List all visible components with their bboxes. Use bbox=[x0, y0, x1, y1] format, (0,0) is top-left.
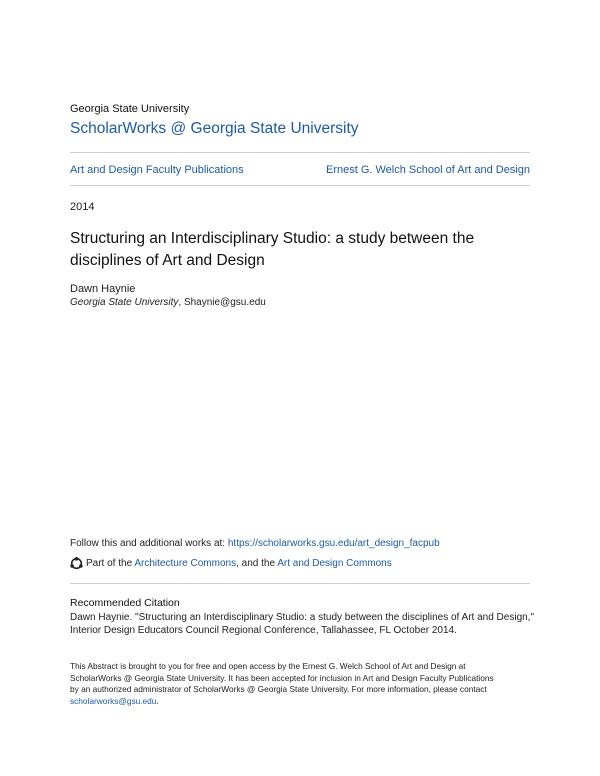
divider bbox=[70, 583, 530, 584]
affiliation-name: Georgia State University bbox=[70, 297, 179, 308]
citation-text bbox=[70, 611, 540, 637]
follow-line bbox=[70, 538, 440, 549]
part-of-middle: , and the bbox=[236, 558, 278, 569]
art-design-commons-link[interactable]: Art and Design Commons bbox=[277, 558, 392, 569]
paper-title: Structuring an Interdisciplinary Studio: a study between the disciplines of Art and Design bbox=[70, 230, 475, 269]
citation-heading: Recommended Citation bbox=[70, 597, 180, 609]
divider bbox=[70, 152, 530, 153]
school-link[interactable]: Ernest G. Welch School of Art and Design bbox=[325, 164, 530, 176]
publication-year: 2014 bbox=[70, 201, 95, 213]
divider bbox=[70, 185, 530, 186]
notice-line-1: This Abstract is brought to you for free and open access by the Ernest G. Welch School of Art and Design at bbox=[70, 661, 466, 671]
author-name: Dawn Haynie bbox=[70, 283, 136, 295]
collection-url-link[interactable]: https://scholarworks.gsu.edu/art_design_facpub bbox=[227, 538, 440, 549]
notice-line-3: by an authorized administrator of ScholarWorks @ Georgia State University. For more information, please contact bbox=[70, 684, 487, 694]
notice-line-4 bbox=[70, 696, 540, 708]
collection-link[interactable]: Art and Design Faculty Publications bbox=[70, 164, 244, 176]
citation-line-2: Interior Design Educators Council Regional Conference, Tallahassee, FL October 2014. bbox=[70, 625, 457, 636]
access-notice bbox=[70, 661, 540, 707]
university-name: Georgia State University bbox=[70, 103, 190, 115]
network-icon bbox=[70, 557, 83, 570]
author-email: Shaynie@gsu.edu bbox=[183, 297, 266, 308]
part-of-line bbox=[70, 557, 392, 570]
part-of-prefix: Part of the bbox=[86, 558, 135, 569]
architecture-commons-link[interactable]: Architecture Commons bbox=[134, 558, 237, 569]
follow-prefix: Follow this and additional works at: bbox=[70, 538, 228, 549]
contact-suffix: . bbox=[156, 695, 159, 706]
citation-line-1: Dawn Haynie. "Structuring an Interdisciplinary Studio: a study between the disciplines of Art and Design," bbox=[70, 612, 535, 623]
author-affiliation: Georgia State University, Shaynie@gsu.edu bbox=[70, 297, 266, 308]
notice-line-2: ScholarWorks @ Georgia State University. It has been accepted for inclusion in Art and Design Faculty Publications bbox=[70, 672, 494, 683]
scholarworks-link[interactable]: ScholarWorks @ Georgia State University bbox=[70, 120, 359, 137]
contact-email-link[interactable]: scholarworks@gsu.edu bbox=[70, 695, 157, 706]
